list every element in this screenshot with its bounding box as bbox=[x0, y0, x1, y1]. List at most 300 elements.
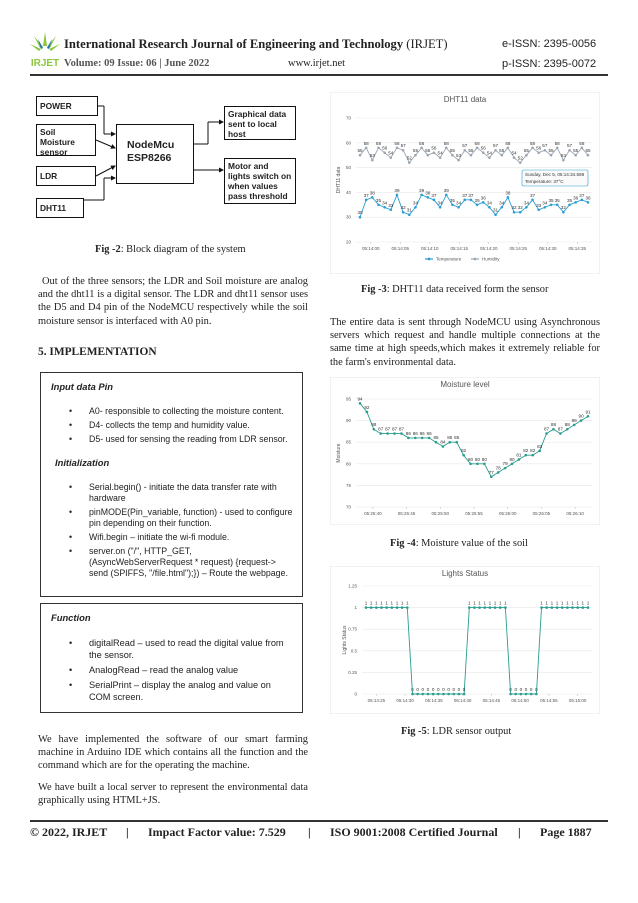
x-tick-label: 05:14:30 bbox=[396, 698, 414, 703]
data-point bbox=[383, 206, 386, 209]
journal-logo bbox=[28, 30, 62, 72]
data-point bbox=[473, 606, 476, 609]
data-point bbox=[408, 213, 411, 216]
data-label: 54 bbox=[511, 150, 517, 156]
x-tick-label: 05:14:00 bbox=[361, 246, 380, 251]
data-label: 89 bbox=[571, 417, 577, 423]
data-label: 85 bbox=[454, 435, 460, 441]
data-point bbox=[470, 154, 473, 157]
data-label: 0 bbox=[529, 687, 533, 692]
data-point bbox=[455, 441, 458, 444]
data-point bbox=[545, 432, 548, 435]
data-label: 94 bbox=[357, 396, 363, 402]
data-point bbox=[401, 606, 404, 609]
fig2-caption bbox=[95, 244, 246, 255]
data-label: 0 bbox=[447, 687, 450, 692]
data-label: 58 bbox=[579, 140, 585, 146]
data-label: 77 bbox=[488, 469, 494, 475]
data-label: 35 bbox=[548, 197, 554, 203]
data-label: 55 bbox=[523, 148, 529, 154]
fig4-label: Fig -4 bbox=[390, 538, 416, 549]
data-label: 0 bbox=[457, 687, 461, 692]
data-point bbox=[587, 606, 590, 609]
y-axis-label: DHT11 data bbox=[336, 166, 342, 194]
y-tick-label: 50 bbox=[345, 165, 351, 171]
data-label: 1 bbox=[493, 600, 497, 606]
data-point bbox=[420, 194, 423, 197]
data-label: 0 bbox=[519, 687, 523, 692]
data-label: 37 bbox=[363, 192, 369, 198]
data-label: 1 bbox=[545, 600, 548, 606]
fig3-text: : DHT11 data received form the sensor bbox=[386, 284, 549, 295]
data-point bbox=[556, 146, 559, 149]
data-point bbox=[497, 471, 500, 474]
data-label: 1 bbox=[581, 600, 585, 606]
data-point bbox=[390, 156, 393, 159]
tooltip-line1: Sunday, Dec 5, 05:14:34.598 bbox=[525, 172, 585, 177]
data-label: 34 bbox=[412, 200, 419, 206]
data-point bbox=[421, 437, 424, 440]
data-point bbox=[514, 693, 517, 696]
list-item: • D5- used for sensing the reading from LDR sensor. bbox=[51, 434, 294, 445]
data-point bbox=[556, 204, 559, 207]
dht11-chart bbox=[330, 92, 600, 274]
data-label: 58 bbox=[554, 140, 560, 146]
data-point bbox=[587, 154, 590, 157]
data-point bbox=[452, 693, 455, 696]
data-label: 57 bbox=[493, 143, 499, 149]
data-label: 82 bbox=[530, 448, 536, 454]
data-point bbox=[507, 146, 510, 149]
data-point bbox=[494, 213, 497, 216]
footer-rule bbox=[30, 820, 608, 822]
data-label: 1 bbox=[467, 600, 471, 606]
data-label: 85 bbox=[433, 435, 439, 441]
fig5-caption bbox=[401, 726, 511, 737]
data-point bbox=[573, 424, 576, 427]
data-point bbox=[435, 441, 438, 444]
data-label: 1 bbox=[540, 600, 543, 606]
data-label: 0 bbox=[535, 687, 538, 692]
list-item: • AnalogRead – read the analog value bbox=[51, 664, 294, 676]
data-label: 1 bbox=[483, 600, 487, 606]
data-point bbox=[537, 151, 540, 154]
motor-block: Motor and lights switch on when values pass threshold bbox=[224, 158, 296, 204]
data-label: 78 bbox=[495, 465, 501, 471]
data-point bbox=[373, 428, 376, 431]
data-label: 1 bbox=[566, 600, 569, 606]
data-label: 57 bbox=[400, 143, 406, 149]
data-label: 53 bbox=[369, 153, 375, 159]
data-point bbox=[488, 206, 491, 209]
data-label: 36 bbox=[573, 195, 579, 201]
x-tick-label: 05:26:00 bbox=[498, 511, 517, 516]
data-point bbox=[447, 693, 450, 696]
x-tick-label: 05:25:40 bbox=[364, 511, 382, 516]
data-point bbox=[483, 463, 486, 466]
data-point bbox=[432, 693, 435, 696]
y-tick-label: 20 bbox=[345, 239, 351, 245]
data-label: 1 bbox=[576, 600, 579, 606]
data-point bbox=[449, 441, 452, 444]
data-label: 82 bbox=[461, 448, 467, 454]
logo-text: IRJET bbox=[30, 58, 60, 69]
data-label: 58 bbox=[375, 140, 382, 146]
data-label: 58 bbox=[443, 140, 449, 146]
list-item: • Wifi.begin – initiate the wi-fi module. bbox=[51, 532, 294, 543]
data-point bbox=[571, 606, 574, 609]
y-tick-label: 1.25 bbox=[348, 583, 357, 589]
data-label: 34 bbox=[437, 200, 443, 206]
data-point bbox=[580, 419, 583, 422]
data-point bbox=[426, 196, 429, 199]
eissn: e-ISSN: 2395-0056 bbox=[502, 38, 597, 50]
data-point bbox=[525, 206, 528, 209]
footer-copyright: © 2022, IRJET bbox=[30, 825, 108, 839]
data-point bbox=[520, 693, 523, 696]
data-label: 1 bbox=[498, 600, 502, 606]
data-point bbox=[426, 154, 429, 157]
data-label: 1 bbox=[550, 600, 554, 606]
data-point bbox=[488, 156, 491, 159]
y-tick-label: 90 bbox=[345, 418, 351, 424]
data-label: 37 bbox=[579, 192, 585, 198]
x-tick-label: 05:14:35 bbox=[568, 246, 587, 251]
data-label: 87 bbox=[385, 426, 391, 432]
data-label: 0 bbox=[524, 687, 528, 692]
data-label: 82 bbox=[523, 448, 529, 454]
data-label: 55 bbox=[468, 148, 474, 154]
data-point bbox=[396, 146, 399, 149]
data-point bbox=[519, 211, 522, 214]
data-label: 81 bbox=[516, 452, 522, 458]
nodemcu-block bbox=[116, 124, 194, 184]
data-point bbox=[370, 606, 373, 609]
data-label: 1 bbox=[375, 600, 378, 606]
data-label: 0 bbox=[452, 687, 456, 692]
data-point bbox=[463, 693, 466, 696]
data-label: 1 bbox=[395, 600, 399, 606]
data-point bbox=[433, 199, 436, 202]
data-label: 0 bbox=[442, 687, 445, 692]
x-tick-label: 05:25:50 bbox=[431, 511, 450, 516]
data-point bbox=[396, 194, 399, 197]
y-tick-label: 30 bbox=[345, 214, 351, 220]
paragraph-async: The entire data is sent through NodeMCU using Asynchronous servers which request and handle multiple connections at the same time at high speeds,which makes it extremely reliable for the farm's environmental data. bbox=[330, 317, 600, 368]
data-label: 54 bbox=[437, 150, 443, 156]
data-label: 86 bbox=[426, 430, 432, 436]
data-point bbox=[574, 201, 577, 204]
moisture-chart bbox=[330, 377, 600, 525]
data-label: 79 bbox=[502, 461, 508, 467]
fig5-label: Fig -5 bbox=[401, 726, 427, 737]
data-label: 57 bbox=[462, 143, 468, 149]
data-label: 56 bbox=[431, 145, 437, 151]
data-label: 34 bbox=[523, 200, 529, 206]
x-tick-label: 05:14:50 bbox=[511, 698, 529, 703]
data-label: 34 bbox=[486, 200, 492, 206]
data-point bbox=[462, 454, 465, 457]
data-point bbox=[587, 415, 590, 418]
data-point bbox=[458, 693, 461, 696]
data-point bbox=[433, 151, 436, 154]
data-point bbox=[439, 206, 442, 209]
data-label: 53 bbox=[560, 153, 566, 159]
data-point bbox=[561, 606, 564, 609]
data-label: 88 bbox=[550, 422, 557, 428]
data-label: 37 bbox=[468, 192, 474, 198]
data-point bbox=[587, 201, 590, 204]
y-tick-label: 80 bbox=[345, 461, 351, 467]
data-label: 55 bbox=[573, 148, 579, 154]
data-label: 33 bbox=[536, 202, 542, 208]
data-point bbox=[442, 445, 445, 448]
data-point bbox=[402, 149, 405, 152]
data-point bbox=[366, 411, 369, 414]
section-heading: 5. IMPLEMENTATION bbox=[38, 346, 157, 358]
data-point bbox=[482, 151, 485, 154]
data-label: 32 bbox=[511, 205, 517, 211]
data-label: 56 bbox=[480, 145, 486, 151]
data-label: 1 bbox=[369, 600, 373, 606]
data-point bbox=[530, 693, 533, 696]
data-point bbox=[489, 606, 492, 609]
list-item: • server.on ("/", HTTP_GET, (AsyncWebServerRequest * request) {request-> send (SPIFFS, "/file.html");}) – Route the webpage. bbox=[51, 546, 294, 579]
data-point bbox=[544, 149, 547, 152]
data-point bbox=[499, 606, 502, 609]
data-point bbox=[483, 606, 486, 609]
y-tick-label: 0.75 bbox=[348, 626, 357, 632]
fig4-text: : Moisture value of the soil bbox=[415, 538, 528, 549]
data-point bbox=[550, 204, 553, 207]
data-point bbox=[377, 146, 380, 149]
data-point bbox=[476, 204, 479, 207]
data-point bbox=[400, 432, 403, 435]
data-label: 0 bbox=[411, 687, 414, 692]
footer-sep: | bbox=[518, 825, 521, 839]
legend-label: Temperature bbox=[436, 256, 462, 262]
data-point bbox=[470, 199, 473, 202]
data-point bbox=[531, 199, 534, 202]
data-point bbox=[559, 432, 562, 435]
y-axis-label: Lights Status bbox=[342, 625, 348, 655]
data-label: 58 bbox=[419, 140, 425, 146]
data-label: 35 bbox=[375, 197, 382, 203]
data-point bbox=[463, 199, 466, 202]
data-point bbox=[574, 154, 577, 157]
x-tick-label: 05:14:35 bbox=[425, 698, 443, 703]
data-point bbox=[442, 693, 445, 696]
code-box-function bbox=[40, 603, 303, 713]
data-point bbox=[525, 454, 528, 457]
fig5-text: : LDR sensor output bbox=[426, 726, 512, 737]
data-label: 39 bbox=[443, 187, 449, 193]
data-point bbox=[445, 146, 448, 149]
data-label: 57 bbox=[566, 143, 573, 149]
journal-title bbox=[64, 37, 448, 52]
data-point bbox=[556, 606, 559, 609]
data-label: 1 bbox=[380, 600, 383, 606]
data-point bbox=[562, 211, 565, 214]
data-label: 0 bbox=[416, 687, 419, 692]
data-label: 30 bbox=[357, 210, 363, 216]
x-tick-label: 05:14:15 bbox=[450, 246, 469, 251]
data-label: 39 bbox=[419, 187, 425, 193]
data-point bbox=[365, 199, 368, 202]
data-label: 85 bbox=[447, 435, 453, 441]
x-tick-label: 05:25:55 bbox=[465, 511, 483, 516]
data-label: 58 bbox=[394, 140, 400, 146]
y-tick-label: 70 bbox=[345, 115, 351, 121]
data-point bbox=[445, 194, 448, 197]
data-point bbox=[478, 606, 481, 609]
data-point bbox=[379, 432, 382, 435]
data-label: 35 bbox=[449, 197, 455, 203]
initialization-list bbox=[51, 482, 294, 579]
data-point bbox=[482, 201, 485, 204]
legend-label: Humidity bbox=[482, 256, 500, 262]
x-tick-label: 05:25:45 bbox=[397, 511, 416, 516]
data-point bbox=[535, 693, 538, 696]
data-point bbox=[380, 606, 383, 609]
data-point bbox=[451, 204, 454, 207]
data-point bbox=[414, 154, 417, 157]
data-label: 1 bbox=[478, 600, 481, 606]
data-point bbox=[420, 146, 423, 149]
data-label: 34 bbox=[456, 200, 462, 206]
x-tick-label: 05:14:20 bbox=[479, 246, 498, 251]
data-point bbox=[371, 196, 374, 199]
data-point bbox=[385, 606, 388, 609]
data-label: 35 bbox=[566, 197, 573, 203]
data-label: 52 bbox=[406, 155, 412, 161]
data-point bbox=[552, 428, 555, 431]
volume-issue: Volume: 09 Issue: 06 | June 2022 bbox=[64, 58, 210, 69]
list-item: • SerialPrint – display the analog and value on COM screen. bbox=[51, 679, 294, 703]
y-tick-label: 0 bbox=[354, 691, 357, 697]
data-point bbox=[550, 154, 553, 157]
data-label: 80 bbox=[509, 456, 515, 462]
fig4-caption bbox=[390, 538, 528, 549]
data-label: 91 bbox=[585, 409, 591, 415]
data-point bbox=[494, 149, 497, 152]
data-label: 34 bbox=[499, 200, 505, 206]
journal-url[interactable]: www.irjet.net bbox=[288, 58, 346, 69]
x-tick-label: 05:26:05 bbox=[532, 511, 551, 516]
data-point bbox=[525, 693, 528, 696]
fig3-label: Fig -3 bbox=[361, 284, 387, 295]
tooltip-line2: Temperature: 37°C bbox=[525, 179, 564, 184]
list-item: • D4- collects the temp and humidity value. bbox=[51, 420, 294, 431]
data-label: 0 bbox=[436, 687, 440, 692]
y-tick-label: 85 bbox=[345, 439, 351, 445]
x-tick-label: 05:14:05 bbox=[391, 246, 410, 251]
data-point bbox=[551, 606, 554, 609]
footer-sep: | bbox=[126, 825, 129, 839]
data-point bbox=[582, 606, 585, 609]
data-point bbox=[490, 475, 493, 478]
data-point bbox=[427, 693, 430, 696]
graph-block: Graphical data sent to local host bbox=[224, 106, 296, 140]
data-point bbox=[531, 454, 534, 457]
data-point bbox=[396, 606, 399, 609]
data-point bbox=[383, 151, 386, 154]
data-label: 88 bbox=[371, 422, 377, 428]
data-point bbox=[476, 463, 479, 466]
data-label: 33 bbox=[388, 202, 394, 208]
data-point bbox=[500, 154, 503, 157]
data-label: 38 bbox=[425, 190, 431, 196]
data-label: 55 bbox=[412, 148, 419, 154]
data-point bbox=[407, 437, 410, 440]
data-label: 32 bbox=[560, 205, 566, 211]
pissn: p-ISSN: 2395-0072 bbox=[502, 58, 597, 70]
data-label: 0 bbox=[509, 687, 512, 692]
data-label: 1 bbox=[390, 600, 394, 606]
data-point bbox=[377, 204, 380, 207]
data-label: 87 bbox=[391, 426, 398, 432]
paragraph-software: We have implemented the software of our smart farming machine in Arduino IDE which contains all the function and the command which are for the operating the machine. bbox=[38, 734, 308, 772]
data-point bbox=[414, 206, 417, 209]
data-point bbox=[540, 606, 543, 609]
code-box-input bbox=[40, 372, 303, 597]
chart-title: Moisture level bbox=[440, 380, 490, 389]
data-point bbox=[457, 159, 460, 162]
data-label: 56 bbox=[382, 145, 388, 151]
data-label: 31 bbox=[493, 207, 499, 213]
data-point bbox=[468, 606, 471, 609]
y-tick-label: 95 bbox=[345, 396, 351, 402]
legend-marker bbox=[428, 258, 431, 261]
x-tick-label: 05:15:00 bbox=[568, 698, 587, 703]
data-label: 80 bbox=[467, 456, 474, 462]
header-rule bbox=[30, 74, 608, 76]
data-label: 53 bbox=[456, 153, 462, 159]
function-heading: Function bbox=[51, 612, 91, 623]
fig3-caption bbox=[361, 284, 548, 295]
data-label: 38 bbox=[505, 190, 511, 196]
data-label: 55 bbox=[585, 148, 591, 154]
data-label: 31 bbox=[406, 207, 412, 213]
data-label: 87 bbox=[398, 426, 405, 432]
x-tick-label: 05:14:30 bbox=[538, 246, 557, 251]
data-point bbox=[504, 606, 507, 609]
data-label: 1 bbox=[473, 600, 476, 606]
block-diagram bbox=[36, 92, 298, 224]
data-point bbox=[531, 146, 534, 149]
y-tick-label: 70 bbox=[345, 504, 351, 510]
x-tick-label: 05:14:55 bbox=[540, 698, 558, 703]
chart-title: DHT11 data bbox=[443, 95, 487, 104]
data-label: 37 bbox=[431, 192, 437, 198]
data-point bbox=[359, 402, 362, 405]
list-item: • Serial.begin() - initiate the data transfer rate with hardware bbox=[51, 482, 294, 504]
fig2-text: : Block diagram of the system bbox=[120, 244, 246, 255]
data-label: 56 bbox=[536, 145, 542, 151]
data-label: 38 bbox=[369, 190, 375, 196]
data-point bbox=[525, 154, 528, 157]
data-label: 54 bbox=[388, 150, 394, 156]
data-label: 1 bbox=[400, 600, 404, 606]
y-axis-label: Moisture bbox=[336, 443, 342, 463]
data-label: 1 bbox=[488, 600, 492, 606]
data-label: 55 bbox=[548, 148, 554, 154]
data-label: 58 bbox=[363, 140, 369, 146]
data-point bbox=[538, 450, 541, 453]
data-point bbox=[476, 146, 479, 149]
data-label: 39 bbox=[394, 187, 400, 193]
data-point bbox=[513, 211, 516, 214]
